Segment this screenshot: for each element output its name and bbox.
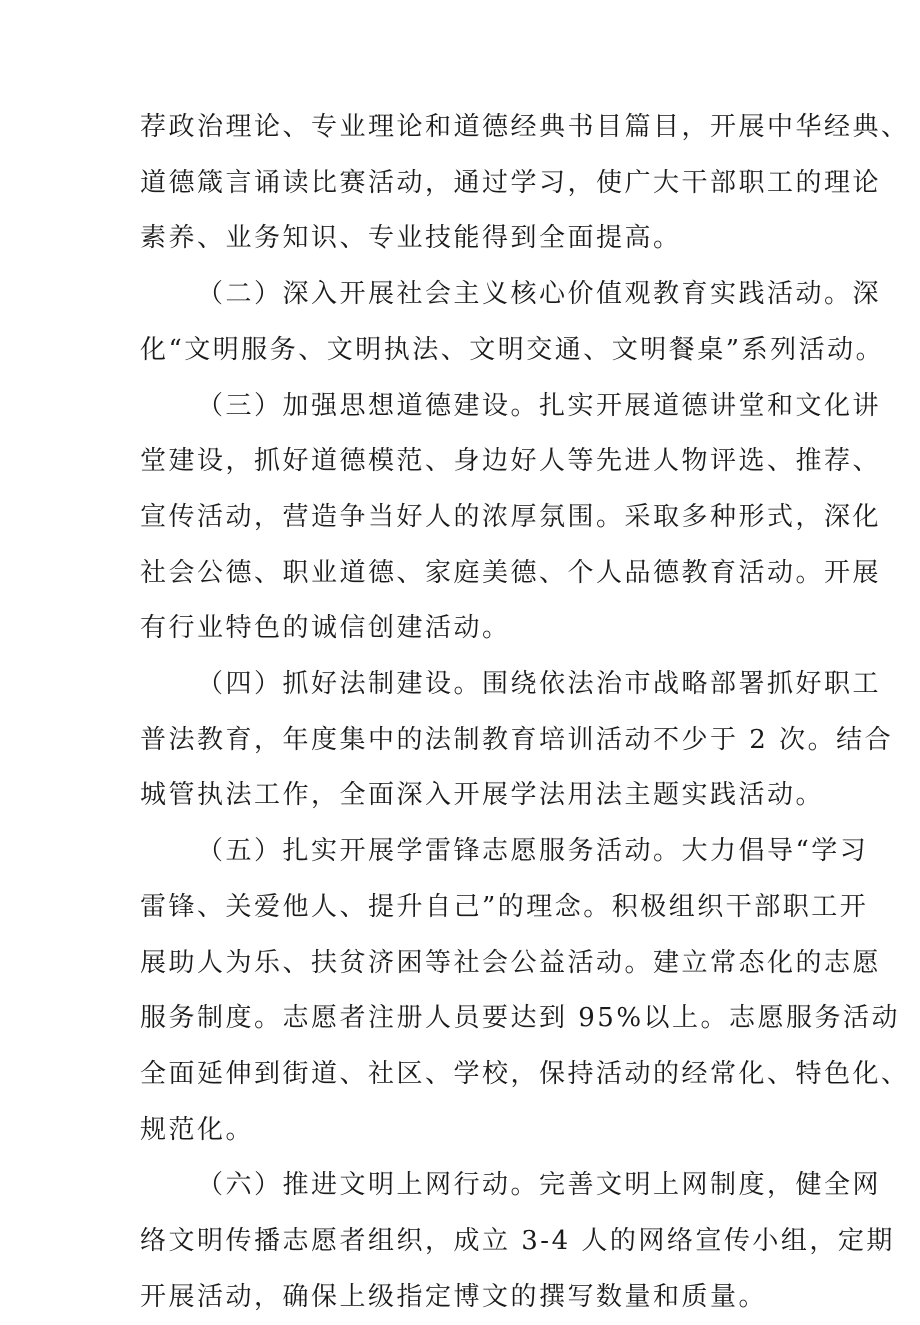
text-line: 普法教育，年度集中的法制教育培训活动不少于 2 次。结合 — [140, 724, 894, 755]
text-line: 有行业特色的诚信创建活动。 — [140, 613, 511, 644]
text-line: 络文明传播志愿者组织，成立 3-4 人的网络宣传小组，定期 — [140, 1226, 895, 1257]
text-line: （六）推进文明上网行动。完善文明上网制度，健全网 — [197, 1170, 882, 1201]
text-line: （四）抓好法制建设。围绕依法治市战略部署抓好职工 — [197, 669, 882, 700]
text-line: （二）深入开展社会主义核心价值观教育实践活动。深 — [197, 279, 882, 310]
text-line: 雷锋、关爱他人、提升自己”的理念。积极组织干部职工开 — [140, 891, 869, 922]
paragraph-section-2 — [140, 267, 885, 378]
text-line: 全面延伸到街道、社区、学校，保持活动的经常化、特色化、 — [140, 1058, 910, 1089]
paragraph-section-3 — [140, 379, 882, 658]
text-line: 展助人为乐、扶贫济困等社会公益活动。建立常态化的志愿 — [140, 947, 882, 978]
paragraph-continuation — [140, 100, 910, 267]
text-line: 荐政治理论、专业理论和道德经典书目篇目，开展中华经典、 — [140, 112, 910, 142]
text-line: 社会公德、职业道德、家庭美德、个人品德教育活动。开展 — [140, 557, 882, 588]
text-line: 堂建设，抓好道德模范、身边好人等先进人物评选、推荐、 — [140, 446, 882, 477]
text-line: 城管执法工作，全面深入开展学法用法主题实践活动。 — [140, 780, 825, 811]
text-line: 化“文明服务、文明执法、文明交通、文明餐桌”系列活动。 — [140, 334, 885, 365]
text-line: 规范化。 — [140, 1114, 255, 1145]
text-line: 服务制度。志愿者注册人员要达到 95%以上。志愿服务活动 — [140, 1003, 901, 1034]
text-line: 素养、业务知识、专业技能得到全面提高。 — [140, 223, 682, 254]
text-line: （三）加强思想道德建设。扎实开展道德讲堂和文化讲 — [197, 390, 882, 421]
paragraph-section-6 — [140, 1158, 895, 1325]
paragraph-section-5 — [140, 824, 910, 1158]
text-line: 开展活动，确保上级指定博文的撰写数量和质量。 — [140, 1281, 768, 1312]
document-body — [140, 100, 910, 1325]
text-line: （五）扎实开展学雷锋志愿服务活动。大力倡导“学习 — [197, 836, 869, 867]
text-line: 宣传活动，营造争当好人的浓厚氛围。采取多种形式，深化 — [140, 501, 882, 532]
paragraph-section-4 — [140, 657, 894, 824]
text-line: 道德箴言诵读比赛活动，通过学习，使广大干部职工的理论 — [140, 167, 882, 198]
